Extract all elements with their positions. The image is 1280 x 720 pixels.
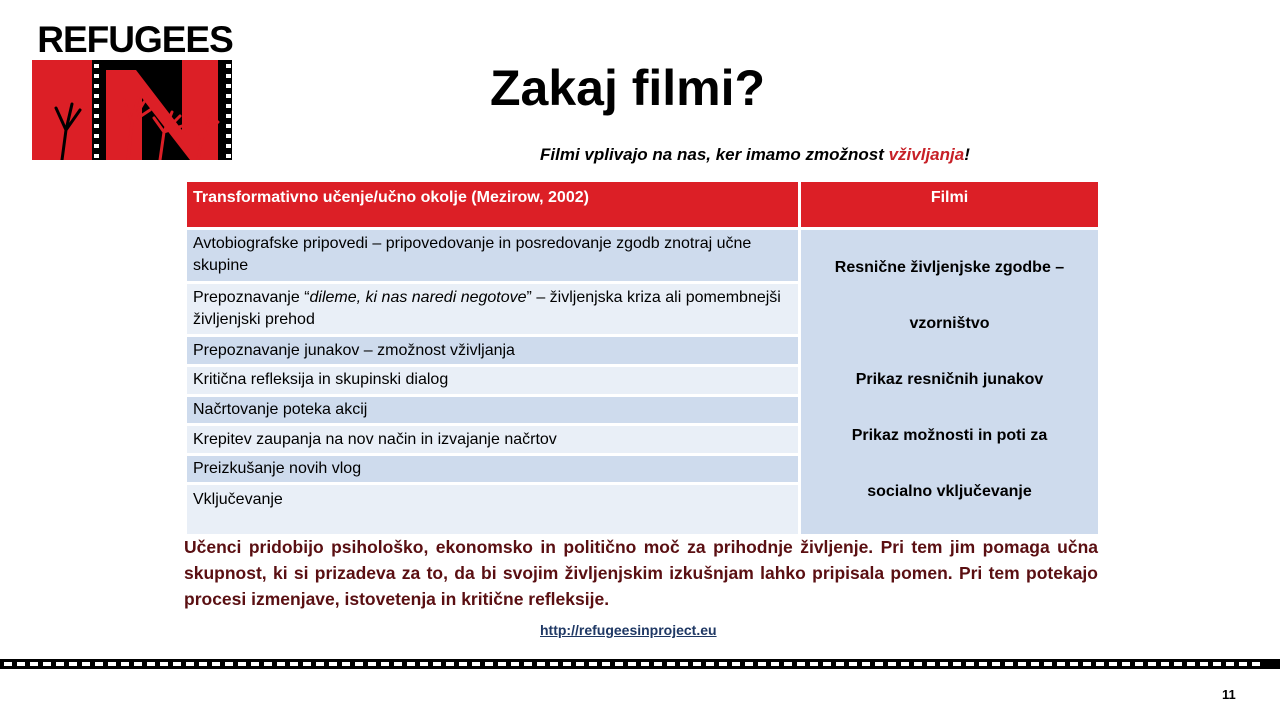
strip-hole [940,662,948,666]
project-link[interactable]: http://refugeesinproject.eu [540,622,717,638]
strip-hole [1174,662,1182,666]
row-cell: Avtobiografske pripovedi – pripovedovanje in posredovanje zgodb znotraj učne skupine [186,229,800,283]
strip-hole [342,662,350,666]
strip-hole [862,662,870,666]
film-line: Prikaz resničnih junakov [855,371,1044,388]
strip-hole [810,662,818,666]
strip-hole [329,662,337,666]
strip-hole [1005,662,1013,666]
strip-hole [30,662,38,666]
strip-hole [17,662,25,666]
strip-hole [1096,662,1104,666]
strip-hole [667,662,675,666]
strip-hole [628,662,636,666]
film-line: Prikaz možnosti in poti za [851,427,1048,444]
comparison-table [184,179,1101,537]
strip-hole [680,662,688,666]
strip-hole [173,662,181,666]
strip-hole [1187,662,1195,666]
row-cell: Preizkušanje novih vlog [186,454,800,484]
logo-wordmark: REFUGEES [37,19,233,60]
summary-paragraph: Učenci pridobijo psihološko, ekonomsko in politično moč za prihodnje življenje. Pri tem jim pomaga učna skupnost, ki si prizadeva za to, da bi svojim življenjskim izkušnjam lahko pripisala pomen. Pri tem potekajo procesi izmenjave, istovetenja in kritične refleksije. [184,537,1098,609]
strip-hole [1161,662,1169,666]
strip-hole [823,662,831,666]
strip-hole [433,662,441,666]
strip-hole [992,662,1000,666]
strip-hole [446,662,454,666]
strip-hole [576,662,584,666]
strip-hole [82,662,90,666]
refugees-in-logo [32,19,238,162]
strip-hole [394,662,402,666]
logo-hands-image [32,60,238,160]
strip-hole [654,662,662,666]
strip-hole [290,662,298,666]
film-line: socialno vključevanje [867,483,1032,500]
film-strip-divider [0,659,1280,669]
row-cell: Prepoznavanje “dileme, ki nas naredi negotove” – življenjska kriza ali pomembnejši življenjski prehod [186,282,800,336]
strip-hole [4,662,12,666]
strip-hole [693,662,701,666]
strip-hole [121,662,129,666]
strip-hole [771,662,779,666]
strip-hole [1200,662,1208,666]
strip-hole [407,662,415,666]
row-cell: Vključevanje [186,484,800,536]
table-row [186,229,1100,283]
strip-hole [134,662,142,666]
strip-hole [251,662,259,666]
strip-hole [602,662,610,666]
strip-hole [69,662,77,666]
row-cell: Načrtovanje poteka akcij [186,395,800,425]
slide-title: Zakaj filmi? [490,60,766,116]
strip-hole [927,662,935,666]
strip-hole [784,662,792,666]
table-header-row [186,181,1100,229]
strip-hole [1070,662,1078,666]
row-cell: Krepitev zaupanja na nov način in izvajanje načrtov [186,425,800,455]
slide-subtitle [540,143,970,167]
strip-hole [368,662,376,666]
strip-hole [706,662,714,666]
strip-hole [1239,662,1247,666]
strip-hole [56,662,64,666]
strip-hole [355,662,363,666]
strip-hole [1109,662,1117,666]
strip-hole [537,662,545,666]
strip-hole [95,662,103,666]
strip-hole [719,662,727,666]
strip-hole [524,662,532,666]
strip-hole [745,662,753,666]
strip-hole [1031,662,1039,666]
strip-hole [849,662,857,666]
strip-hole [797,662,805,666]
strip-hole [277,662,285,666]
strip-hole [420,662,428,666]
strip-hole [511,662,519,666]
strip-hole [160,662,168,666]
strip-hole [550,662,558,666]
strip-hole [225,662,233,666]
page-number: 11 [1222,687,1236,702]
strip-hole [615,662,623,666]
strip-hole [108,662,116,666]
strip-hole [1018,662,1026,666]
strip-hole [1148,662,1156,666]
strip-hole [498,662,506,666]
strip-hole [1226,662,1234,666]
strip-hole [901,662,909,666]
strip-hole [1135,662,1143,666]
strip-hole [953,662,961,666]
strip-hole [238,662,246,666]
strip-hole [875,662,883,666]
header-films: Filmi [800,181,1100,229]
row-cell: Prepoznavanje junakov – zmožnost vživljanja [186,336,800,366]
strip-hole [589,662,597,666]
strip-hole [1057,662,1065,666]
strip-hole [381,662,389,666]
subtitle-prefix: Filmi vplivajo na nas, ker imamo zmožnost [540,145,889,164]
strip-hole [758,662,766,666]
strip-hole [1122,662,1130,666]
strip-hole [316,662,324,666]
strip-hole [1044,662,1052,666]
strip-hole [732,662,740,666]
film-line: vzorništvo [909,315,990,332]
strip-hole [641,662,649,666]
subtitle-accent: vživljanja [888,145,965,164]
strip-hole [459,662,467,666]
header-transformative-learning: Transformativno učenje/učno okolje (Mezirow, 2002) [186,181,800,229]
strip-hole [303,662,311,666]
strip-hole [212,662,220,666]
strip-hole [1083,662,1091,666]
strip-hole [147,662,155,666]
strip-hole [485,662,493,666]
strip-hole [836,662,844,666]
strip-hole [199,662,207,666]
strip-hole [1213,662,1221,666]
subtitle-suffix: ! [964,145,970,164]
dilemma-phrase: dileme, ki nas naredi negotove [309,289,527,307]
films-cell [800,229,1100,536]
row-cell: Kritična refleksija in skupinski dialog [186,366,800,396]
strip-hole [888,662,896,666]
strip-hole [186,662,194,666]
strip-hole [43,662,51,666]
strip-hole [966,662,974,666]
strip-hole [264,662,272,666]
strip-hole [472,662,480,666]
strip-hole [563,662,571,666]
film-line: Resnične življenjske zgodbe – [834,259,1065,276]
strip-hole [1252,662,1260,666]
strip-hole [914,662,922,666]
strip-hole [979,662,987,666]
